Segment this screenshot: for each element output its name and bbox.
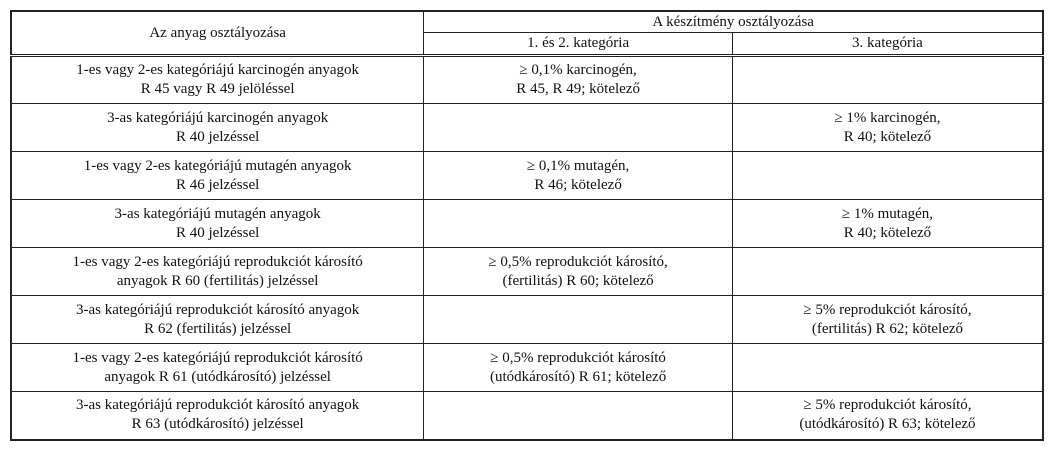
cat-1-2-cell xyxy=(424,392,733,440)
substance-cell: 3-as kategóriájú reprodukciót károsító anyagok R 62 (fertilitás) jelzéssel xyxy=(11,296,424,344)
cat-1-2-cell: ≥ 0,1% mutagén, R 46; kötelező xyxy=(424,152,733,200)
table-row xyxy=(11,344,1043,392)
table-row xyxy=(11,248,1043,296)
table-row xyxy=(11,200,1043,248)
header-cat-3: 3. kategória xyxy=(732,33,1043,56)
header-preparation-classification: A készítmény osztályozása xyxy=(424,11,1043,33)
header-row-top xyxy=(11,11,1043,33)
table-row xyxy=(11,392,1043,440)
cat-3-cell: ≥ 1% mutagén, R 40; kötelező xyxy=(732,200,1043,248)
cat-3-cell xyxy=(732,152,1043,200)
cat-3-cell: ≥ 5% reprodukciót károsító, (utódkárosító) R 63; kötelező xyxy=(732,392,1043,440)
cat-3-cell: ≥ 5% reprodukciót károsító, (fertilitás) R 62; kötelező xyxy=(732,296,1043,344)
substance-cell: 3-as kategóriájú mutagén anyagok R 40 jelzéssel xyxy=(11,200,424,248)
substance-cell: 1-es vagy 2-es kategóriájú reprodukciót károsító anyagok R 60 (fertilitás) jelzéssel xyxy=(11,248,424,296)
table-row xyxy=(11,152,1043,200)
header-substance-classification: Az anyag osztályozása xyxy=(11,11,424,56)
substance-cell: 3-as kategóriájú reprodukciót károsító anyagok R 63 (utódkárosító) jelzéssel xyxy=(11,392,424,440)
cat-1-2-cell xyxy=(424,200,733,248)
substance-cell: 1-es vagy 2-es kategóriájú karcinogén anyagok R 45 vagy R 49 jelöléssel xyxy=(11,56,424,104)
substance-cell: 1-es vagy 2-es kategóriájú mutagén anyagok R 46 jelzéssel xyxy=(11,152,424,200)
cat-1-2-cell: ≥ 0,5% reprodukciót károsító, (fertilitás) R 60; kötelező xyxy=(424,248,733,296)
cat-1-2-cell: ≥ 0,5% reprodukciót károsító (utódkárosító) R 61; kötelező xyxy=(424,344,733,392)
cat-3-cell xyxy=(732,56,1043,104)
classification-table xyxy=(10,10,1044,441)
substance-cell: 1-es vagy 2-es kategóriájú reprodukciót károsító anyagok R 61 (utódkárosító) jelzéssel xyxy=(11,344,424,392)
cat-1-2-cell: ≥ 0,1% karcinogén, R 45, R 49; kötelező xyxy=(424,56,733,104)
cat-3-cell: ≥ 1% karcinogén, R 40; kötelező xyxy=(732,104,1043,152)
header-cat-1-2: 1. és 2. kategória xyxy=(424,33,733,56)
substance-cell: 3-as kategóriájú karcinogén anyagok R 40 jelzéssel xyxy=(11,104,424,152)
cat-1-2-cell xyxy=(424,296,733,344)
cat-3-cell xyxy=(732,248,1043,296)
table-row xyxy=(11,56,1043,104)
table-row xyxy=(11,296,1043,344)
cat-3-cell xyxy=(732,344,1043,392)
cat-1-2-cell xyxy=(424,104,733,152)
table-row xyxy=(11,104,1043,152)
